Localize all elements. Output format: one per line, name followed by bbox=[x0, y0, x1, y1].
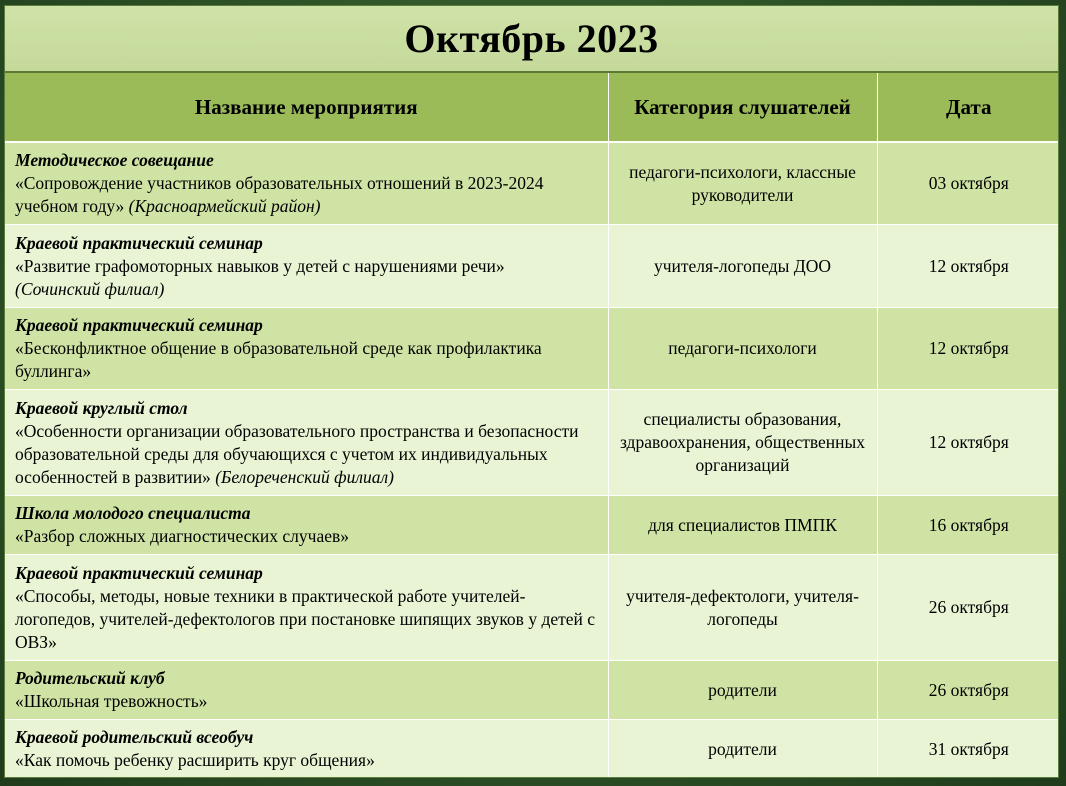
table-row bbox=[5, 225, 1059, 308]
event-name: «Развитие графомоторных навыков у детей с нарушениями речи» bbox=[15, 255, 505, 276]
table-row bbox=[5, 661, 1059, 720]
event-type: Краевой практический семинар bbox=[15, 562, 263, 583]
event-cell bbox=[5, 390, 608, 496]
event-name: «Особенности организации образовательного пространства и безопасности образовательной среды для обучающихся с учетом их индивидуальных особенностей в развитии» bbox=[15, 420, 579, 487]
event-cell bbox=[5, 225, 608, 308]
event-name: «Школьная тревожность» bbox=[15, 691, 208, 711]
title-bar bbox=[5, 6, 1058, 73]
event-type: Родительский клуб bbox=[15, 668, 165, 688]
event-location: (Красноармейский район) bbox=[128, 196, 321, 216]
schedule-slide bbox=[4, 5, 1059, 778]
category-cell: педагоги-психологи bbox=[608, 308, 877, 390]
event-type: Краевой практический семинар bbox=[15, 315, 263, 335]
date-cell: 26 октября bbox=[877, 555, 1059, 661]
event-name: «Сопровождение участников образовательных отношений в 2023-2024 учебном году» bbox=[15, 173, 544, 216]
category-cell: педагоги-психологи, классные руководители bbox=[608, 142, 877, 225]
date-cell: 12 октября bbox=[877, 308, 1059, 390]
category-cell: родители bbox=[608, 661, 877, 720]
event-name: «Как помочь ребенку расширить круг общения» bbox=[15, 750, 375, 770]
event-name: «Разбор сложных диагностических случаев» bbox=[15, 526, 350, 546]
table-row bbox=[5, 555, 1059, 661]
event-cell bbox=[5, 661, 608, 720]
event-type: Краевой круглый стол bbox=[15, 397, 188, 418]
header-date: Дата bbox=[877, 73, 1059, 142]
category-cell: специалисты образования, здравоохранения, общественных организаций bbox=[608, 390, 877, 496]
date-cell: 26 октября bbox=[877, 661, 1059, 720]
header-event-name: Название мероприятия bbox=[5, 73, 608, 142]
event-name: «Способы, методы, новые техники в практической работе учителей-логопедов, учителей-дефектологов при постановке шипящих звуков у детей с ОВЗ» bbox=[15, 585, 596, 652]
event-cell bbox=[5, 555, 608, 661]
page-title: Октябрь 2023 bbox=[404, 16, 659, 61]
event-cell bbox=[5, 496, 608, 555]
date-cell: 03 октября bbox=[877, 142, 1059, 225]
date-cell: 16 октября bbox=[877, 496, 1059, 555]
table-row bbox=[5, 390, 1059, 496]
table-row bbox=[5, 142, 1059, 225]
event-type: Школа молодого специалиста bbox=[15, 503, 251, 523]
event-type: Краевой практический семинар bbox=[15, 232, 263, 253]
event-type: Краевой родительский всеобуч bbox=[15, 727, 254, 747]
event-cell bbox=[5, 308, 608, 390]
header-category: Категория слушателей bbox=[608, 73, 877, 142]
event-cell bbox=[5, 142, 608, 225]
table-row bbox=[5, 308, 1059, 390]
table-header-row bbox=[5, 73, 1059, 142]
events-table bbox=[5, 73, 1059, 778]
event-location: (Сочинский филиал) bbox=[15, 278, 165, 299]
date-cell: 12 октября bbox=[877, 390, 1059, 496]
event-location: (Белореченский филиал) bbox=[215, 466, 394, 487]
category-cell: для специалистов ПМПК bbox=[608, 496, 877, 555]
category-cell: учителя-логопеды ДОО bbox=[608, 225, 877, 308]
event-type: Методическое совещание bbox=[15, 150, 214, 170]
table-row bbox=[5, 720, 1059, 779]
category-cell: родители bbox=[608, 720, 877, 779]
date-cell: 31 октября bbox=[877, 720, 1059, 779]
event-name: «Бесконфликтное общение в образовательной среде как профилактика буллинга» bbox=[15, 338, 542, 381]
category-cell: учителя-дефектологи, учителя-логопеды bbox=[608, 555, 877, 661]
table-row bbox=[5, 496, 1059, 555]
event-cell bbox=[5, 720, 608, 779]
date-cell: 12 октября bbox=[877, 225, 1059, 308]
